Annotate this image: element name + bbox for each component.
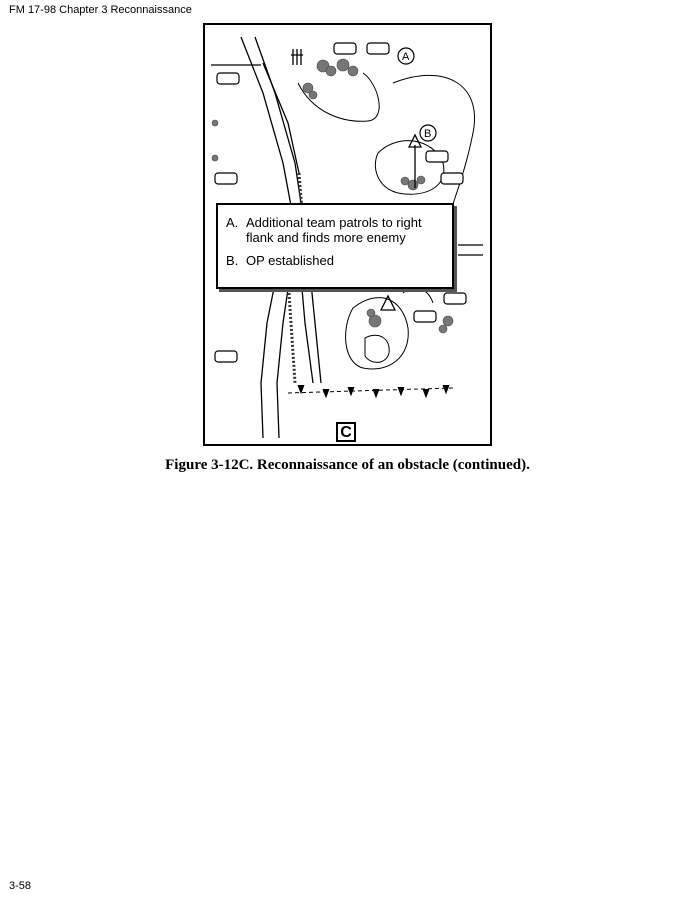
panel-letter: C <box>336 422 356 442</box>
legend-text: OP established <box>246 253 334 268</box>
legend-text: Additional team patrols to right flank and finds more enemy <box>246 215 422 245</box>
figure-legend-box <box>216 203 454 289</box>
map-point-a <box>398 48 414 64</box>
page-number: 3-58 <box>9 880 32 892</box>
figure-caption: Figure 3-12C. Reconnaissance of an obstacle (continued). <box>165 457 530 473</box>
svg-text:B: B <box>424 128 432 140</box>
legend-item-b <box>226 253 444 268</box>
legend-key: A. <box>226 215 239 230</box>
running-head: FM 17-98 Chapter 3 Reconnaissance <box>9 4 192 16</box>
svg-text:A: A <box>402 51 410 63</box>
legend-key: B. <box>226 253 239 268</box>
legend-item-a <box>226 215 444 245</box>
map-point-b <box>420 125 436 141</box>
